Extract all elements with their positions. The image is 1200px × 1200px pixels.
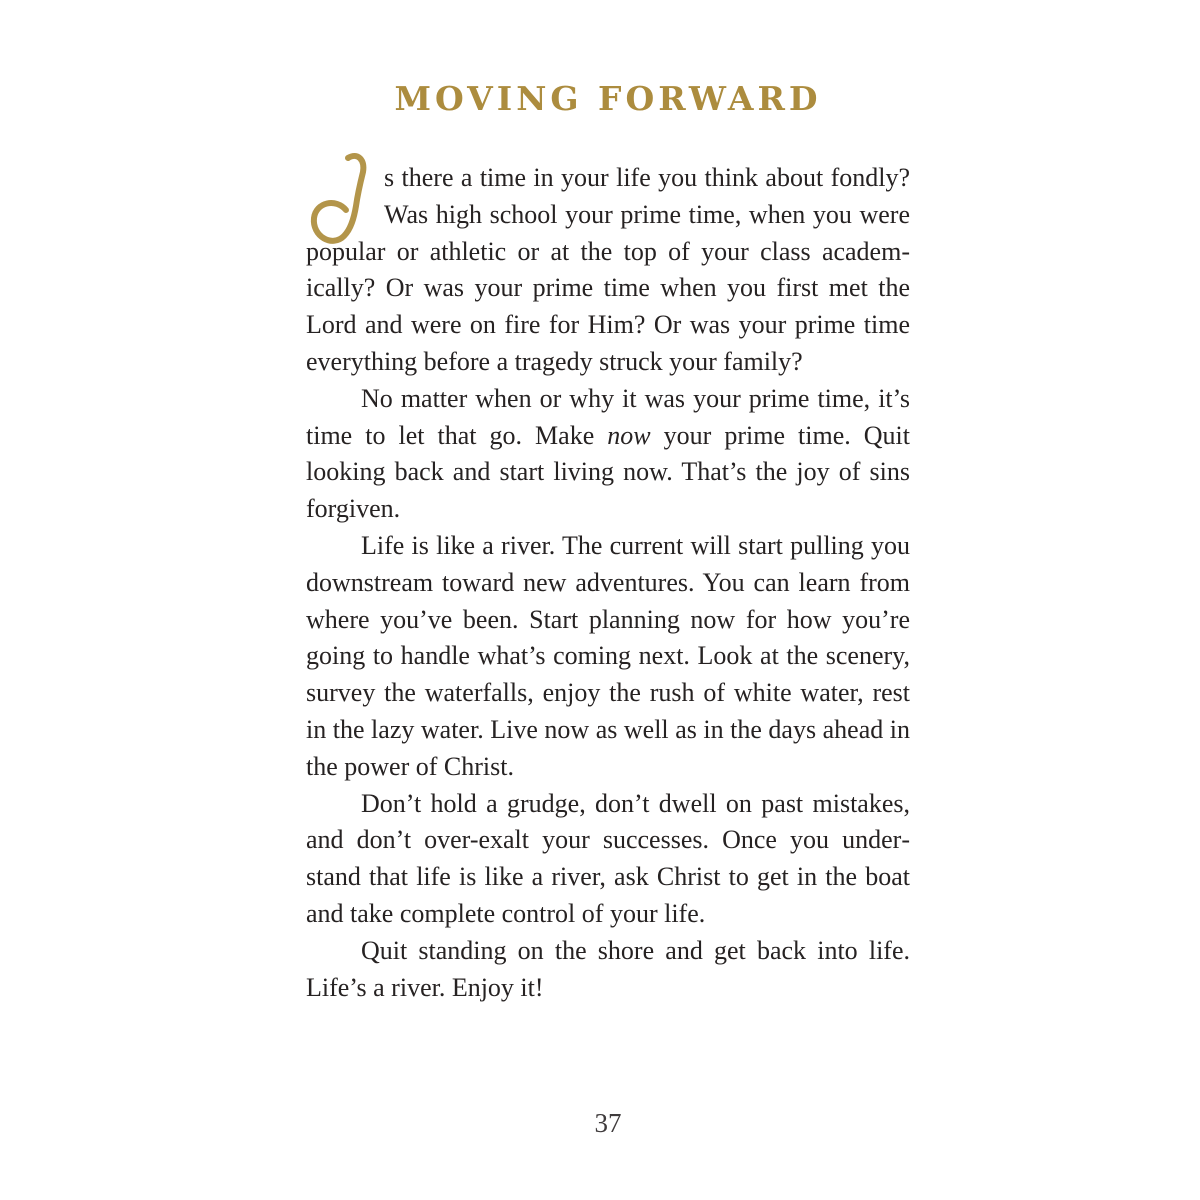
paragraph-4: Don’t hold a grudge, don’t dwell on past mistakes, and don’t over-exalt your successes. Once you understand that life is like a river, ask Christ to get in the boat and take complete control of your life. <box>306 788 910 928</box>
paragraph-1-text: s there a time in your life you think about fondly? Was high school your prime time, when you were popular or athletic or at the top of your class academically? Or was your prime time when you first met the Lord and were on fire for Him? Or was your prime time everything before a tragedy struck your family? <box>306 163 910 376</box>
page-number: 37 <box>594 1108 622 1138</box>
paragraph-5: Quit standing on the shore and get back into life. Life’s a river. Enjoy it! <box>306 935 910 1002</box>
paragraph-1 <box>306 160 910 381</box>
dropcap-initial <box>306 160 380 230</box>
content-column <box>306 0 910 1006</box>
paragraph-2-text-b: your prime time. Quit looking back and start living now. That’s the joy of sins forgiven. <box>306 420 910 524</box>
chapter-title: MOVING FORWARD <box>394 79 822 118</box>
paragraph-2-text-a: No matter when or why it was your prime time, it’s time to let that go. Make <box>306 383 910 450</box>
body-text <box>306 160 910 1006</box>
paragraph-2-italic-word: now <box>607 420 651 450</box>
paragraph-2 <box>306 381 910 528</box>
paragraph-3: Life is like a river. The current will start pulling you downstream toward new adventures. You can learn from where you’ve been. Start planning now for how you’re going to handle what’s coming next. Look at the scenery, survey the waterfalls, enjoy the rush of white water, rest in the lazy water. Live now as well as in the days ahead in the power of Christ. <box>306 530 910 781</box>
